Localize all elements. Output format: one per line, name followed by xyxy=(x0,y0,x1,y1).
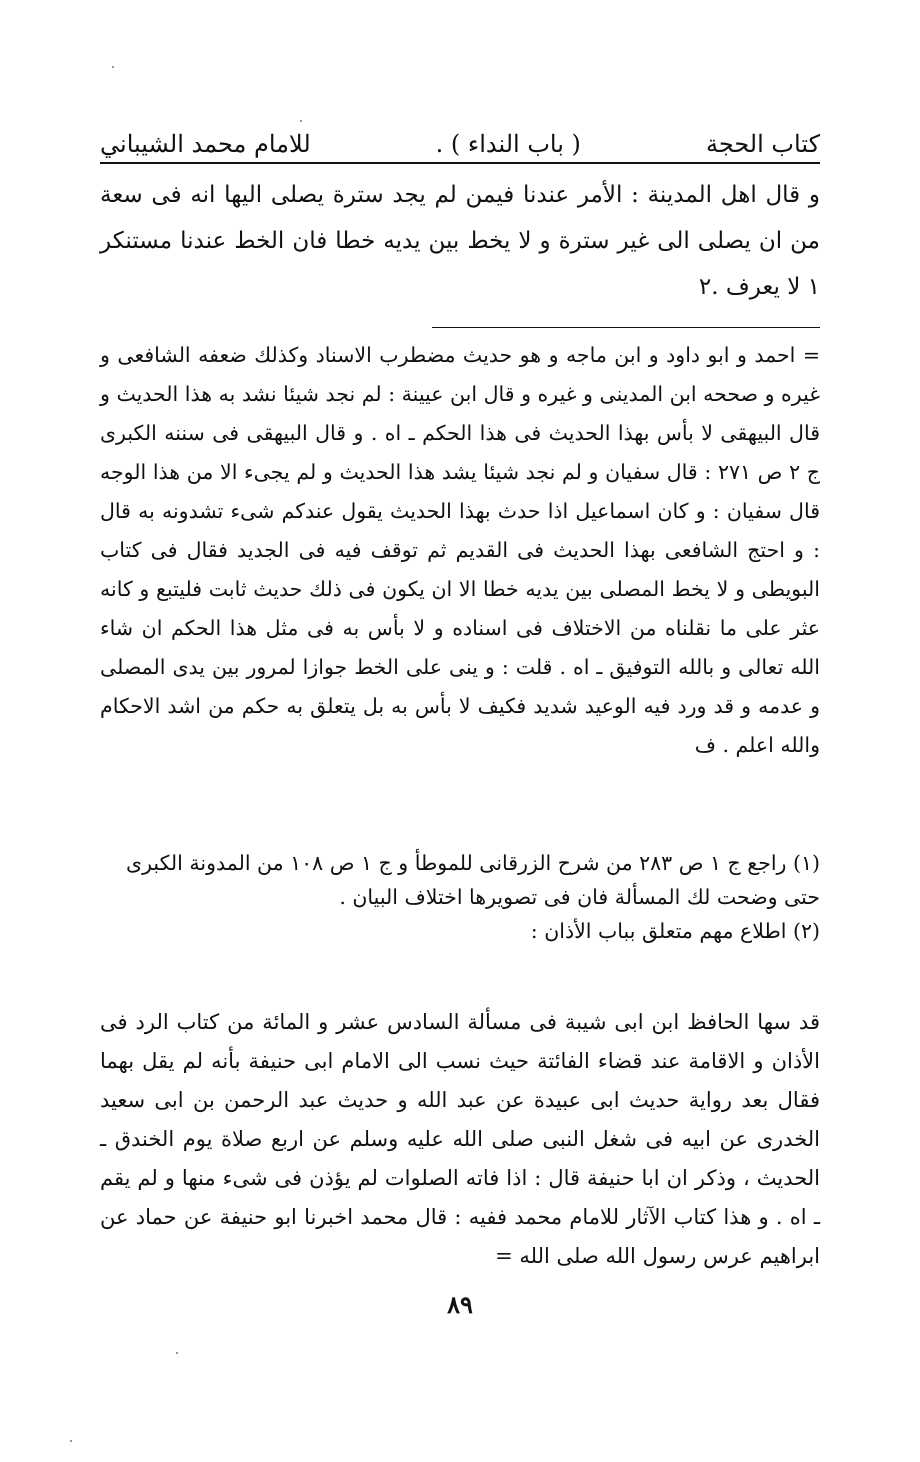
page-number: ٨٩ xyxy=(447,1290,473,1319)
footnote-list xyxy=(100,846,820,948)
header-author: للامام محمد الشيباني xyxy=(100,130,311,158)
main-text xyxy=(100,172,820,310)
header-book-title: كتاب الحجة xyxy=(705,130,820,158)
footnote-continuation xyxy=(100,336,820,765)
footnote-1-line-1: (١) راجع ج ١ ص ٢٨٣ من شرح الزرقانى للموطأ و ج ١ ص ١٠٨ من المدونة الكبرى xyxy=(126,851,820,875)
running-header xyxy=(100,112,820,158)
footnote-1-line-2: حتى وضحت لك المسألة فان فى تصويرها اختلاف البيان . xyxy=(339,885,820,909)
footnote-2-title: (٢) اطلاع مهم متعلق بباب الأذان : xyxy=(530,919,820,943)
footnote-continuation-text: = احمد و ابو داود و ابن ماجه و هو حديث مضطرب الاسناد وكذلك ضعفه الشافعى و غيره و صححه ابن المدينى و غيره و قال ابن عيينة : لم نجد شيئا نشد به هذا الحديث و قال البيهقى لا بأس بهذا الحديث فى هذا الحكم ـ اه . و قال البيهقى فى سننه الكبرى ج ٢ ص ٢٧١ : قال سفيان و لم نجد شيئا يشد هذا الحديث و لم يجىء الا من هذا الوجه قال سفيان : و كان اسماعيل اذا حدث بهذا الحديث يقول عندكم شىء تشدونه به قال : و احتج الشافعى بهذا الحديث فى القديم ثم توقف فيه فى الجديد فقال فى كتاب البويطى و لا يخط المصلى بين يديه خطا الا ان يكون فى ذلك حديث ثابت فليتبع و كانه عثر على ما نقلناه من الاختلاف فى اسناده و لا بأس به فى مثل هذا الحكم ان شاء الله تعالى و بالله التوفيق ـ اه . قلت : و ينى على الخط جوازا لمرور بين يدى المصلى و عدمه و قد ورد فيه الوعيد شديد فكيف لا بأس به بل يتعلق به حكم من اشد الاحكام والله اعلم . ف xyxy=(100,343,820,757)
footnote-2-text: قد سها الحافظ ابن ابى شيبة فى مسألة السادس عشر و المائة من كتاب الرد فى الأذان و الاقامة عند قضاء الفائتة حيث نسب الى الامام ابى حنيفة بأنه لم يقل بهما فقال بعد رواية حديث ابى عبيدة عن عبد الله و حديث عبد الرحمن بن ابى سعيد الخدرى عن ابيه فى شغل النبى صلى الله عليه وسلم عن اربع صلاة يوم الخندق ـ الحديث ، وذكر ان ابا حنيفة قال : اذا فاته الصلوات لم يؤذن فى شىء منها و لم يقم ـ اه . و هذا كتاب الآثار للامام محمد ففيه : قال محمد اخبرنا ابو حنيفة عن حماد عن ابراهيم عرس رسول الله صلى الله = xyxy=(100,1010,820,1268)
speck xyxy=(176,1352,178,1354)
main-paragraph: و قال اهل المدينة : الأمر عندنا فيمن لم يجد سترة يصلى اليها انه فى سعة من ان يصلى الى غير سترة و لا يخط بين يديه خطا فان الخط عندنا مستنكر ١ لا يعرف .٢ xyxy=(100,182,820,300)
speck xyxy=(112,66,114,68)
header-rule xyxy=(100,162,820,164)
footnote-2-body xyxy=(100,982,820,1297)
footnote-separator xyxy=(432,327,820,328)
header-chapter-title: ( باب النداء ) . xyxy=(435,130,581,158)
speck xyxy=(70,1440,72,1442)
